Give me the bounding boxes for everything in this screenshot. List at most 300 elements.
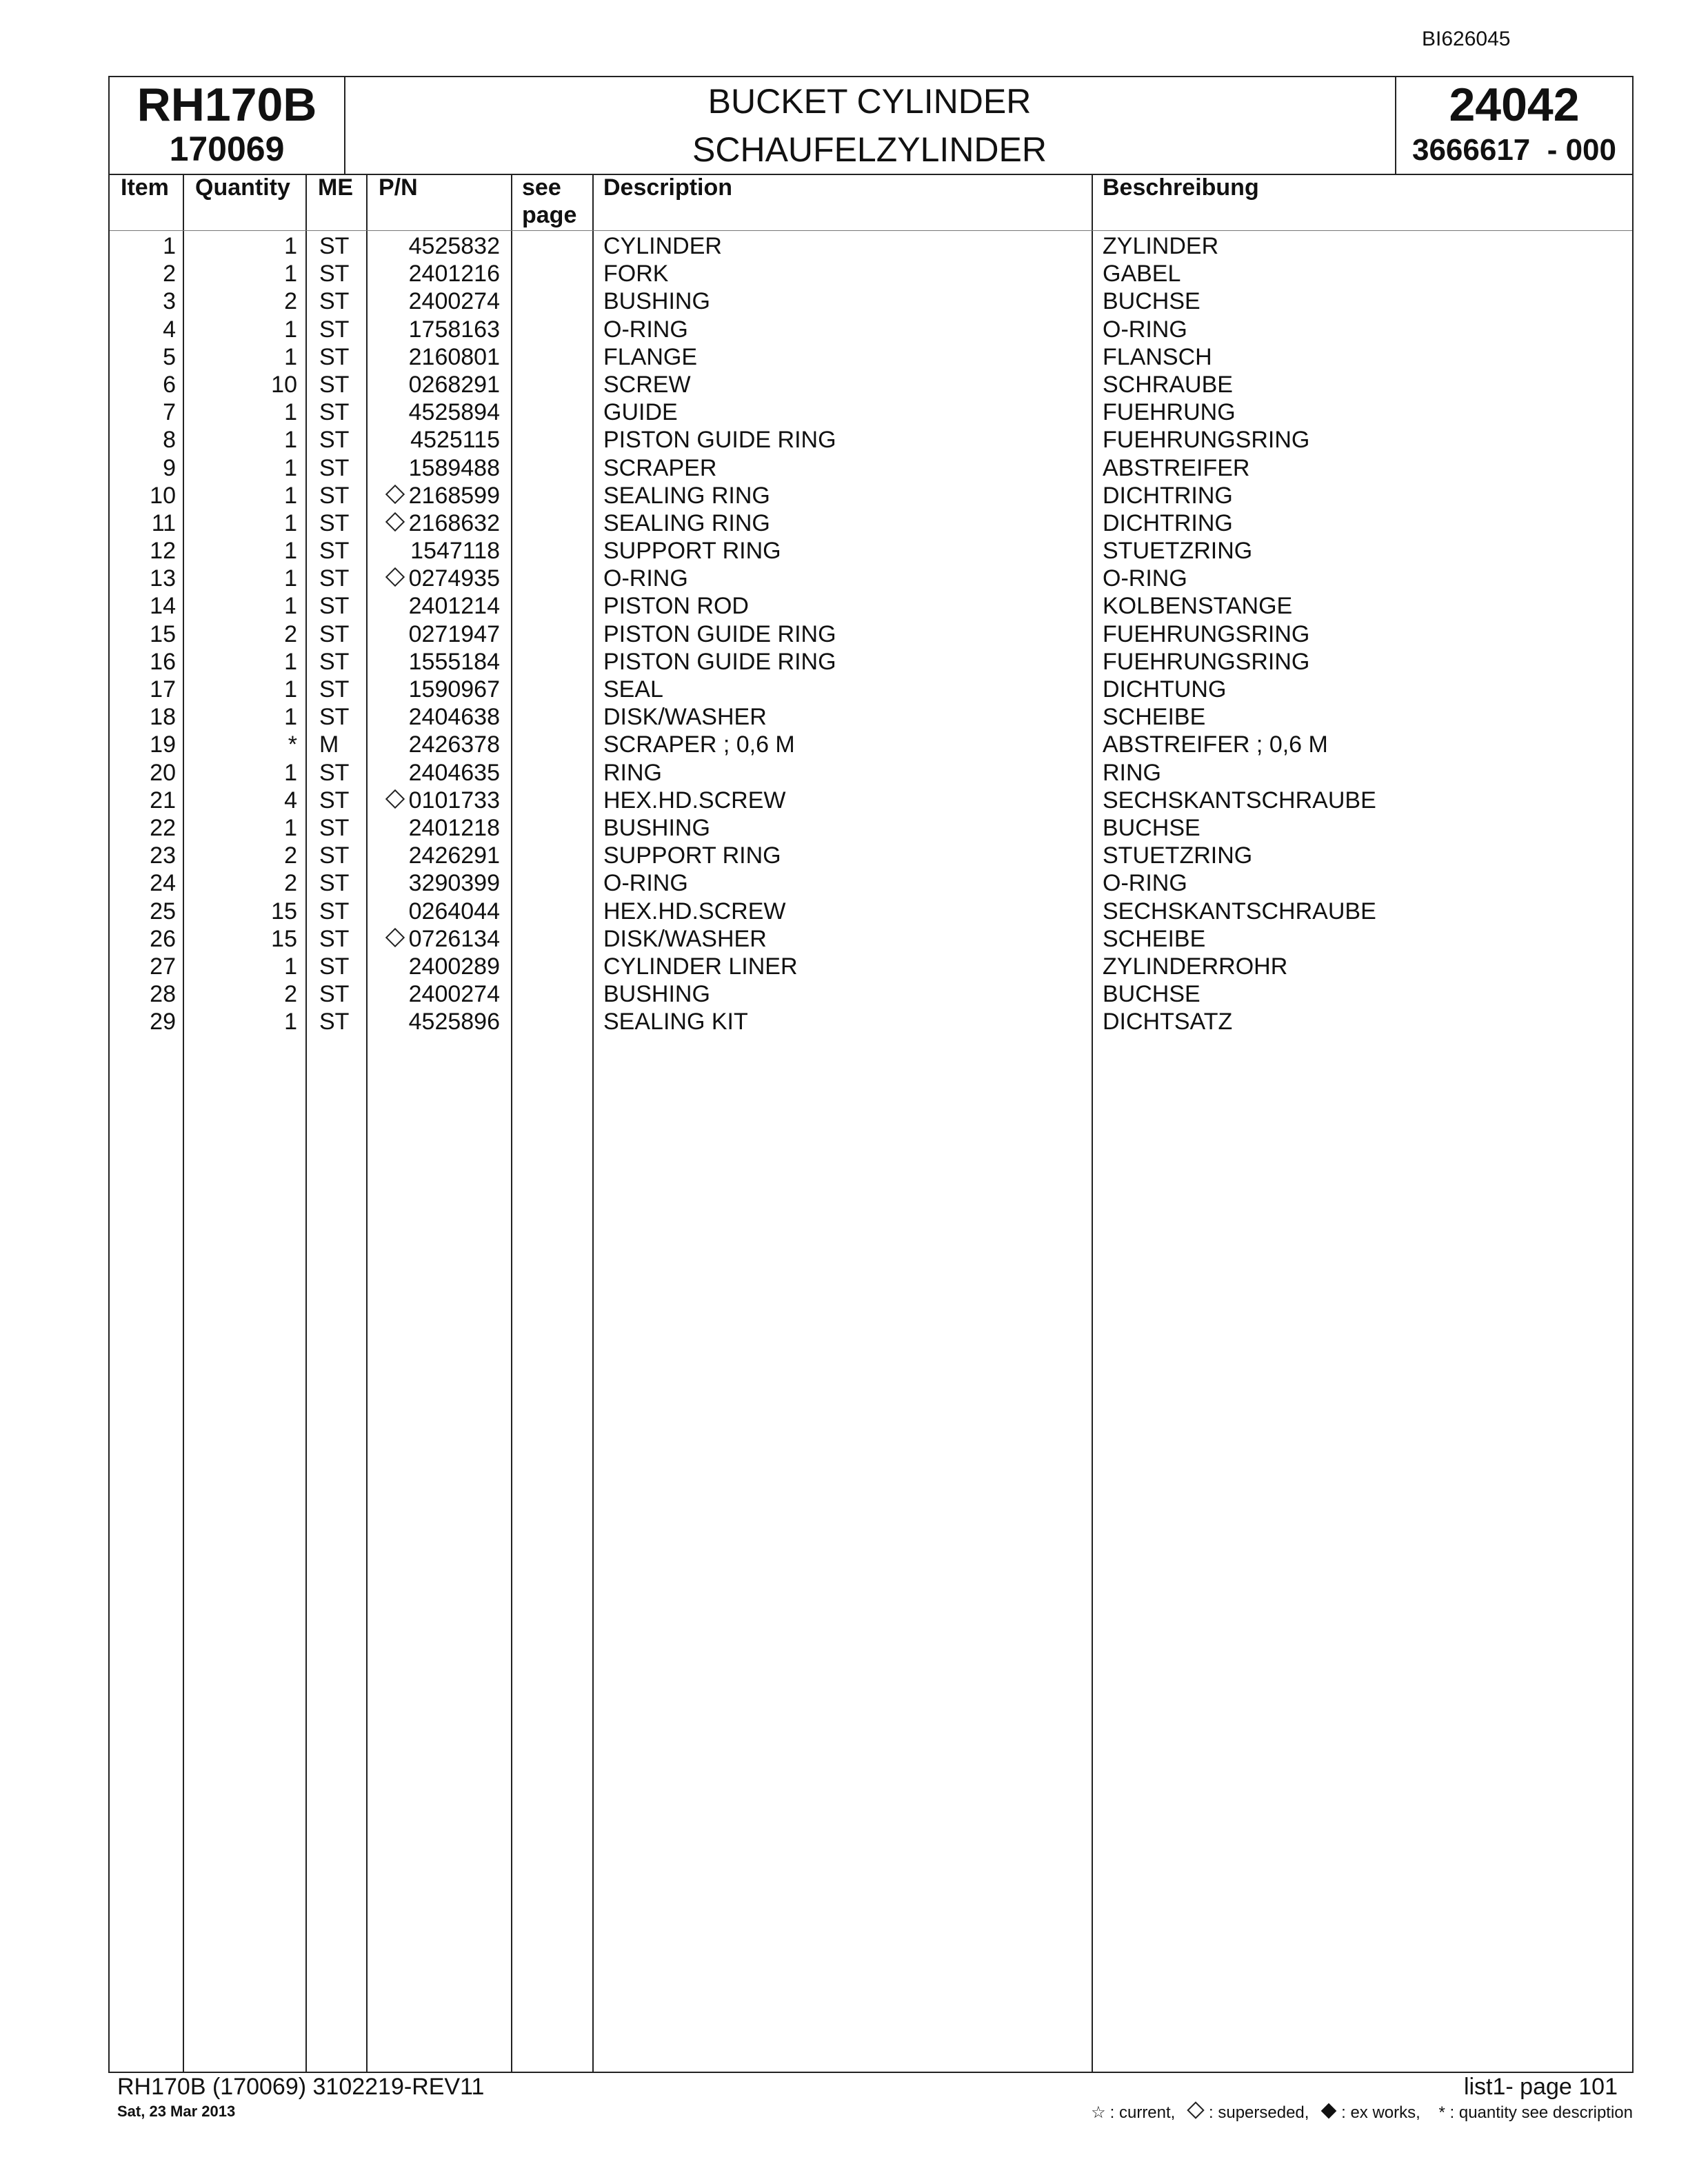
item-description-text: CYLINDER — [603, 233, 722, 259]
diamond-filled-icon — [1321, 2103, 1337, 2119]
item-quantity — [271, 371, 297, 398]
item-part-number — [409, 980, 500, 1008]
item-quantity — [284, 454, 297, 482]
item-description-text: FORK — [603, 261, 669, 287]
item-part-number — [409, 260, 500, 287]
item-quantity — [284, 398, 297, 426]
item-quantity-text: 1 — [284, 482, 297, 509]
item-number — [150, 814, 176, 842]
footer-page: list1- page 101 — [1463, 2074, 1618, 2100]
item-beschreibung — [1103, 648, 1309, 676]
item-part-number — [409, 454, 500, 482]
item-beschreibung — [1103, 287, 1200, 315]
item-beschreibung — [1103, 316, 1187, 343]
item-beschreibung-text: FLANSCH — [1103, 343, 1212, 370]
item-unit-text: ST — [319, 953, 350, 980]
item-quantity — [284, 343, 297, 371]
item-beschreibung — [1103, 980, 1200, 1008]
item-quantity — [284, 482, 297, 509]
item-unit — [319, 759, 349, 787]
item-quantity — [284, 232, 297, 260]
table-row — [110, 731, 1632, 758]
item-description-text: SCRAPER ; 0,6 M — [603, 731, 795, 758]
item-part-number-text: 4525894 — [408, 399, 500, 426]
item-beschreibung-text: O-RING — [1103, 870, 1187, 897]
item-description — [603, 842, 781, 869]
item-description-text: O-RING — [603, 316, 688, 343]
item-number — [150, 1008, 176, 1035]
item-quantity-text: 15 — [271, 925, 297, 952]
item-quantity — [284, 509, 297, 537]
item-quantity — [284, 537, 297, 565]
item-beschreibung-text: RING — [1103, 759, 1161, 786]
item-description-text: SCREW — [603, 371, 691, 398]
item-unit-text: ST — [319, 814, 350, 841]
table-row — [110, 454, 1632, 482]
item-description-text: HEX.HD.SCREW — [603, 787, 786, 813]
item-beschreibung — [1103, 787, 1376, 814]
legend-current: : current, — [1109, 2103, 1176, 2122]
superseded-diamond-icon — [385, 789, 404, 809]
item-part-number — [388, 482, 500, 509]
item-part-number-text: 2400274 — [408, 288, 500, 315]
model-cell — [110, 77, 345, 174]
item-unit — [319, 648, 349, 676]
footer-document-ref: RH170B (170069) 3102219-REV11 — [117, 2074, 485, 2100]
item-number-text: 5 — [163, 343, 176, 370]
item-part-number — [409, 703, 500, 731]
item-quantity-text: 1 — [284, 316, 297, 343]
item-description — [603, 676, 663, 703]
item-part-number-text: 2404635 — [408, 759, 500, 786]
item-quantity-text: 1 — [284, 509, 297, 536]
header-beschreibung: Beschreibung — [1103, 174, 1259, 201]
header-item: Item — [121, 174, 169, 201]
item-part-number — [388, 509, 500, 537]
table-row — [110, 537, 1632, 565]
item-number-text: 3 — [163, 288, 176, 315]
legend-quantity: * : quantity see description — [1438, 2103, 1633, 2122]
item-quantity — [288, 731, 297, 758]
item-part-number — [409, 592, 500, 620]
item-unit-text: ST — [319, 261, 350, 287]
title-cell — [344, 77, 1396, 174]
item-part-number-text: 0101733 — [408, 787, 500, 813]
item-unit-text: ST — [319, 1009, 350, 1035]
header-me: ME — [318, 174, 353, 201]
item-quantity — [284, 814, 297, 842]
item-quantity — [284, 953, 297, 980]
item-number-text: 27 — [150, 953, 176, 980]
item-description — [603, 509, 770, 537]
item-description-text: PISTON GUIDE RING — [603, 620, 836, 647]
item-quantity — [284, 260, 297, 287]
item-part-number — [409, 676, 500, 703]
table-row — [110, 287, 1632, 315]
item-quantity — [284, 620, 297, 648]
item-beschreibung-text: O-RING — [1103, 316, 1187, 343]
table-row — [110, 232, 1632, 260]
item-description — [603, 398, 678, 426]
item-number-text: 6 — [163, 371, 176, 398]
item-description — [603, 731, 795, 758]
item-description-text: BUSHING — [603, 288, 710, 315]
item-beschreibung-text: DICHTUNG — [1103, 676, 1227, 702]
item-number-text: 25 — [150, 898, 176, 924]
item-unit — [319, 509, 349, 537]
item-unit-text: ST — [319, 233, 350, 259]
item-beschreibung-text: SCHRAUBE — [1103, 371, 1233, 398]
table-row — [110, 565, 1632, 592]
parts-table-body — [110, 232, 1632, 1035]
table-row — [110, 842, 1632, 869]
table-row — [110, 953, 1632, 980]
item-beschreibung-text: DICHTSATZ — [1103, 1009, 1233, 1035]
table-row — [110, 343, 1632, 371]
item-description — [603, 648, 836, 676]
item-description — [603, 869, 688, 897]
item-beschreibung — [1103, 898, 1376, 925]
table-row — [110, 648, 1632, 676]
item-number-text: 24 — [150, 870, 176, 897]
item-number-text: 1 — [163, 233, 176, 259]
table-row — [110, 371, 1632, 398]
item-quantity — [271, 898, 297, 925]
table-row — [110, 426, 1632, 454]
item-part-number — [410, 537, 500, 565]
title-english: BUCKET CYLINDER — [707, 82, 1032, 121]
item-description-text: CYLINDER LINER — [603, 953, 798, 980]
superseded-diamond-icon — [385, 485, 404, 504]
item-quantity — [284, 648, 297, 676]
item-number-text: 28 — [150, 981, 176, 1008]
item-unit — [319, 371, 349, 398]
item-description — [603, 980, 710, 1008]
item-number-text: 8 — [163, 427, 176, 454]
item-number-text: 19 — [150, 731, 176, 758]
item-description-text: SEALING RING — [603, 482, 770, 509]
item-unit-text: ST — [319, 676, 350, 702]
item-beschreibung-text: STUETZRING — [1103, 842, 1253, 869]
item-number-text: 13 — [150, 565, 176, 592]
header-page: page — [522, 202, 577, 228]
item-beschreibung — [1103, 703, 1205, 731]
item-quantity-text: 15 — [271, 898, 297, 924]
item-number-text: 22 — [150, 814, 176, 841]
item-unit-text: ST — [319, 787, 350, 813]
item-beschreibung — [1103, 426, 1309, 454]
item-quantity — [284, 703, 297, 731]
item-part-number-text: 0726134 — [408, 925, 500, 952]
model-number: RH170B — [137, 79, 317, 131]
item-beschreibung — [1103, 537, 1252, 565]
item-quantity-text: 2 — [284, 870, 297, 897]
item-quantity-text: 1 — [284, 427, 297, 454]
item-part-number — [410, 426, 500, 454]
item-beschreibung — [1103, 1008, 1232, 1035]
item-unit-text: ST — [319, 316, 350, 343]
item-beschreibung — [1103, 454, 1249, 482]
item-unit — [319, 287, 349, 315]
item-number — [163, 287, 176, 315]
item-beschreibung — [1103, 842, 1252, 869]
item-unit-text: ST — [319, 538, 350, 565]
parts-list-frame — [108, 76, 1634, 2073]
item-part-number-text: 2401216 — [408, 261, 500, 287]
item-part-number-text: 1547118 — [410, 538, 500, 565]
footer-date: Sat, 23 Mar 2013 — [117, 2103, 236, 2120]
item-quantity — [284, 787, 297, 814]
item-number — [150, 648, 176, 676]
item-number — [163, 343, 176, 371]
item-unit — [319, 842, 349, 869]
item-description — [603, 343, 697, 371]
item-quantity — [284, 316, 297, 343]
item-number-text: 29 — [150, 1009, 176, 1035]
item-beschreibung — [1103, 371, 1233, 398]
header-description: Description — [603, 174, 733, 201]
table-header — [110, 174, 1632, 231]
item-unit — [319, 454, 349, 482]
item-beschreibung-text: O-RING — [1103, 565, 1187, 592]
document-id: BI626045 — [1422, 28, 1511, 50]
item-part-number-text: 2401218 — [408, 814, 500, 841]
item-part-number — [409, 316, 500, 343]
item-beschreibung — [1103, 509, 1233, 537]
item-quantity-text: 2 — [284, 981, 297, 1008]
table-row — [110, 592, 1632, 620]
item-quantity-text: 2 — [284, 620, 297, 647]
table-row — [110, 980, 1632, 1008]
item-number — [163, 232, 176, 260]
item-number — [150, 787, 176, 814]
item-quantity-text: 1 — [284, 343, 297, 370]
item-description — [603, 787, 785, 814]
item-beschreibung-text: SECHSKANTSCHRAUBE — [1103, 787, 1376, 813]
item-unit-text: ST — [319, 454, 350, 481]
item-beschreibung — [1103, 676, 1226, 703]
item-quantity-text: 1 — [284, 593, 297, 620]
item-description — [603, 426, 836, 454]
item-number-text: 14 — [150, 593, 176, 620]
item-unit — [319, 703, 349, 731]
table-row — [110, 814, 1632, 842]
item-beschreibung-text: ABSTREIFER ; 0,6 M — [1103, 731, 1328, 758]
item-number-text: 15 — [150, 620, 176, 647]
item-number — [163, 398, 176, 426]
item-unit-text: ST — [319, 704, 350, 731]
item-description — [603, 620, 836, 648]
item-number — [150, 676, 176, 703]
item-description-text: SEAL — [603, 676, 663, 702]
item-beschreibung-text: FUEHRUNG — [1103, 399, 1236, 426]
item-unit-text: ST — [319, 593, 350, 620]
item-description — [603, 592, 749, 620]
item-part-number — [409, 898, 500, 925]
item-number — [150, 925, 176, 953]
item-number — [150, 953, 176, 980]
item-quantity-text: 10 — [271, 371, 297, 398]
item-beschreibung — [1103, 565, 1187, 592]
superseded-diamond-icon — [385, 567, 404, 587]
item-description — [603, 565, 688, 592]
item-description-text: SUPPORT RING — [603, 842, 781, 869]
item-unit — [319, 482, 349, 509]
item-number — [150, 565, 176, 592]
item-beschreibung-text: ABSTREIFER — [1103, 454, 1250, 481]
item-description-text: SUPPORT RING — [603, 538, 781, 565]
item-part-number-text: 0271947 — [408, 620, 500, 647]
item-unit — [319, 565, 349, 592]
item-part-number — [409, 648, 500, 676]
item-unit — [319, 925, 349, 953]
item-part-number — [388, 787, 500, 814]
item-part-number — [409, 398, 500, 426]
table-row — [110, 1008, 1632, 1035]
item-quantity — [284, 592, 297, 620]
item-unit-text: ST — [319, 427, 350, 454]
item-unit-text: ST — [319, 981, 350, 1008]
table-row — [110, 620, 1632, 648]
item-part-number — [409, 814, 500, 842]
item-quantity — [284, 980, 297, 1008]
item-number — [163, 454, 176, 482]
item-quantity-text: 1 — [284, 261, 297, 287]
item-unit — [319, 676, 349, 703]
item-part-number — [388, 925, 500, 953]
item-beschreibung-text: KOLBENSTANGE — [1103, 593, 1293, 620]
item-beschreibung — [1103, 731, 1328, 758]
item-description — [603, 287, 710, 315]
item-number — [163, 371, 176, 398]
item-number — [150, 869, 176, 897]
table-row — [110, 676, 1632, 703]
item-beschreibung-text: FUEHRUNGSRING — [1103, 427, 1310, 454]
item-quantity-text: 1 — [284, 814, 297, 841]
item-number-text: 21 — [150, 787, 176, 813]
item-beschreibung — [1103, 814, 1200, 842]
item-description — [603, 232, 722, 260]
item-unit-text: ST — [319, 509, 350, 536]
item-part-number-text: 2404638 — [408, 704, 500, 731]
item-part-number-text: 1758163 — [408, 316, 500, 343]
table-row — [110, 260, 1632, 287]
item-unit — [319, 980, 349, 1008]
item-part-number-text: 2426378 — [408, 731, 500, 758]
item-description-text: O-RING — [603, 870, 688, 897]
item-quantity-text: 1 — [284, 648, 297, 675]
item-part-number — [409, 343, 500, 371]
item-number — [152, 509, 176, 537]
item-description-text: PISTON GUIDE RING — [603, 648, 836, 675]
item-number — [150, 620, 176, 648]
item-quantity-text: 1 — [284, 399, 297, 426]
item-unit — [319, 592, 349, 620]
item-number — [163, 426, 176, 454]
legend — [1084, 2103, 1633, 2123]
item-description-text: BUSHING — [603, 814, 710, 841]
item-unit — [319, 953, 349, 980]
item-unit — [319, 426, 349, 454]
item-beschreibung — [1103, 398, 1236, 426]
item-part-number — [409, 842, 500, 869]
table-row — [110, 703, 1632, 731]
item-unit-text: ST — [319, 842, 350, 869]
item-part-number-text: 2168632 — [408, 509, 500, 536]
item-part-number-text: 2168599 — [408, 482, 500, 509]
item-beschreibung — [1103, 620, 1309, 648]
item-number — [150, 980, 176, 1008]
item-beschreibung — [1103, 343, 1212, 371]
item-quantity — [284, 676, 297, 703]
item-description-text: SEALING RING — [603, 509, 770, 536]
item-number — [150, 537, 176, 565]
item-description-text: GUIDE — [603, 399, 678, 426]
item-description-text: SEALING KIT — [603, 1009, 748, 1035]
item-quantity — [284, 1008, 297, 1035]
item-beschreibung — [1103, 759, 1161, 787]
item-beschreibung-text: STUETZRING — [1103, 538, 1253, 565]
item-number — [150, 731, 176, 758]
item-quantity-text: 1 — [284, 759, 297, 786]
item-number — [150, 759, 176, 787]
item-beschreibung — [1103, 260, 1180, 287]
item-number-text: 4 — [163, 316, 176, 343]
item-part-number — [409, 1008, 500, 1035]
item-unit-text: ST — [319, 759, 350, 786]
item-part-number-text: 2400274 — [408, 981, 500, 1008]
item-unit-text: ST — [319, 925, 350, 952]
item-quantity-text: 1 — [284, 704, 297, 731]
item-unit-text: ST — [319, 898, 350, 924]
item-number-text: 9 — [163, 454, 176, 481]
item-unit — [319, 537, 349, 565]
item-unit — [319, 620, 349, 648]
item-unit — [319, 787, 349, 814]
item-unit-text: M — [319, 731, 339, 758]
item-part-number — [409, 232, 500, 260]
item-unit — [319, 232, 349, 260]
table-row — [110, 398, 1632, 426]
item-beschreibung — [1103, 232, 1218, 260]
item-beschreibung-text: GABEL — [1103, 261, 1181, 287]
item-beschreibung-text: DICHTRING — [1103, 482, 1233, 509]
item-number-text: 20 — [150, 759, 176, 786]
item-part-number — [409, 287, 500, 315]
item-number — [163, 316, 176, 343]
item-unit — [319, 1008, 349, 1035]
item-number-text: 2 — [163, 261, 176, 287]
item-part-number-text: 2400289 — [408, 953, 500, 980]
item-description — [603, 703, 767, 731]
table-row — [110, 925, 1632, 953]
item-description — [603, 759, 662, 787]
item-description-text: BUSHING — [603, 981, 710, 1008]
item-number-text: 18 — [150, 704, 176, 731]
table-row — [110, 898, 1632, 925]
item-description-text: FLANGE — [603, 343, 698, 370]
item-unit — [319, 260, 349, 287]
item-quantity — [271, 925, 297, 953]
item-quantity — [284, 565, 297, 592]
item-beschreibung-text: BUCHSE — [1103, 814, 1200, 841]
item-part-number-text: 2160801 — [408, 343, 500, 370]
item-description-text: DISK/WASHER — [603, 704, 767, 731]
item-beschreibung-text: SCHEIBE — [1103, 704, 1206, 731]
item-part-number — [409, 759, 500, 787]
item-quantity — [284, 287, 297, 315]
item-part-number-text: 1555184 — [408, 648, 500, 675]
